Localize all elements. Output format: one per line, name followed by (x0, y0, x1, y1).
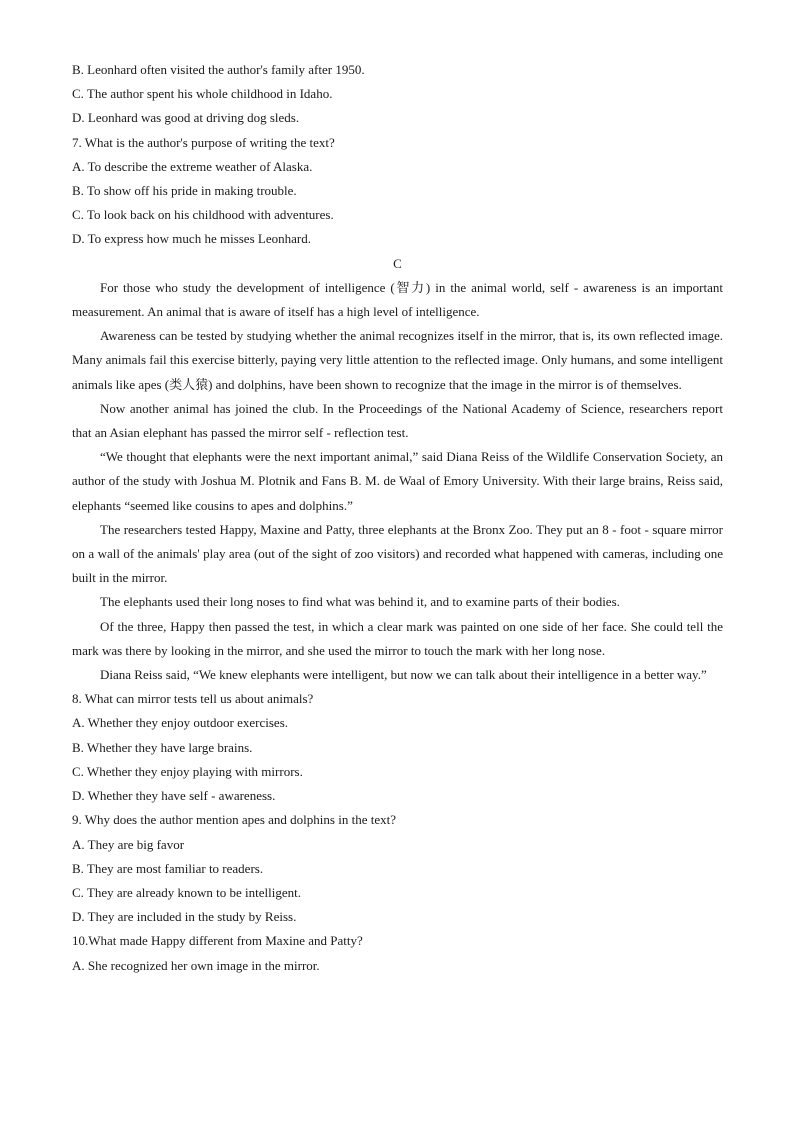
q7-question: 7. What is the author's purpose of writing the text? (72, 134, 335, 150)
q8-option-a: A. Whether they enjoy outdoor exercises. (72, 715, 288, 731)
passage-paragraph-8: Diana Reiss said, “We knew elephants were intelligent, but now we can talk about their intelligence in a better way.” (100, 667, 707, 683)
q6-option-d: D. Leonhard was good at driving dog sleds. (72, 110, 300, 126)
q7-option-b: B. To show off his pride in making trouble. (72, 183, 297, 199)
passage-paragraph-3: Now another animal has joined the club. In the Proceedings of the National Academy of Science, researchers report that an Asian elephant has passed the mirror self - reflection test. (72, 400, 723, 441)
q8-option-c: C. Whether they enjoy playing with mirrors. (72, 763, 303, 779)
q10-option-a: A. She recognized her own image in the mirror. (72, 957, 320, 973)
q7-option-a: A. To describe the extreme weather of Alaska. (72, 158, 313, 174)
passage-paragraph-1: For those who study the development of intelligence (智力) in the animal world, self - awareness is an important measurement. An animal that is aware of itself has a high level of intelligence. (72, 279, 723, 320)
exam-page (72, 58, 723, 978)
q6-option-b: B. Leonhard often visited the author's family after 1950. (72, 62, 365, 77)
passage-paragraph-7: Of the three, Happy then passed the test, in which a clear mark was painted on one side of her face. She could tell the mark was there by looking in the mirror, and she used the mirror to touch the mark with her long nose. (72, 618, 723, 658)
passage-paragraph-6: The elephants used their long noses to find what was behind it, and to examine parts of their bodies. (100, 594, 620, 610)
q6-option-c: C. The author spent his whole childhood in Idaho. (72, 86, 333, 102)
q8-question: 8. What can mirror tests tell us about animals? (72, 691, 314, 707)
q7-option-d: D. To express how much he misses Leonhard. (72, 231, 311, 247)
q9-option-d: D. They are included in the study by Reiss. (72, 909, 297, 925)
q8-option-d: D. Whether they have self - awareness. (72, 788, 276, 804)
q10-question: 10.What made Happy different from Maxine and Patty? (72, 933, 363, 949)
passage-paragraph-4: “We thought that elephants were the next important animal,” said Diana Reiss of the Wildlife Conservation Society, an author of the study with Joshua M. Plotnik and Fans B. M. de Waal of Emory University. With their large brains, Reiss said, elephants “seemed like cousins to apes and dolphins.” (72, 449, 723, 513)
q9-question: 9. Why does the author mention apes and dolphins in the text? (72, 812, 396, 828)
passage-paragraph-2: Awareness can be tested by studying whether the animal recognizes itself in the mirror, that is, its own reflected image. Many animals fail this exercise bitterly, paying very little attention to the reflected image. Only humans, and some intelligent animals like apes (类人猿) and dolphins, have been shown to recognize that the image in the mirror is of themselves. (72, 328, 723, 392)
section-label: C (393, 255, 402, 271)
q9-option-b: B. They are most familiar to readers. (72, 860, 264, 876)
q8-option-b: B. Whether they have large brains. (72, 739, 253, 755)
q9-option-a: A. They are big favor (72, 836, 185, 852)
q9-option-c: C. They are already known to be intelligent. (72, 884, 301, 900)
passage-paragraph-5: The researchers tested Happy, Maxine and Patty, three elephants at the Bronx Zoo. They put an 8 - foot - square mirror on a wall of the animals' play area (out of the sight of zoo visitors) and recorded what happened with cameras, including one built in the mirror. (72, 521, 723, 586)
q7-option-c: C. To look back on his childhood with adventures. (72, 207, 334, 223)
